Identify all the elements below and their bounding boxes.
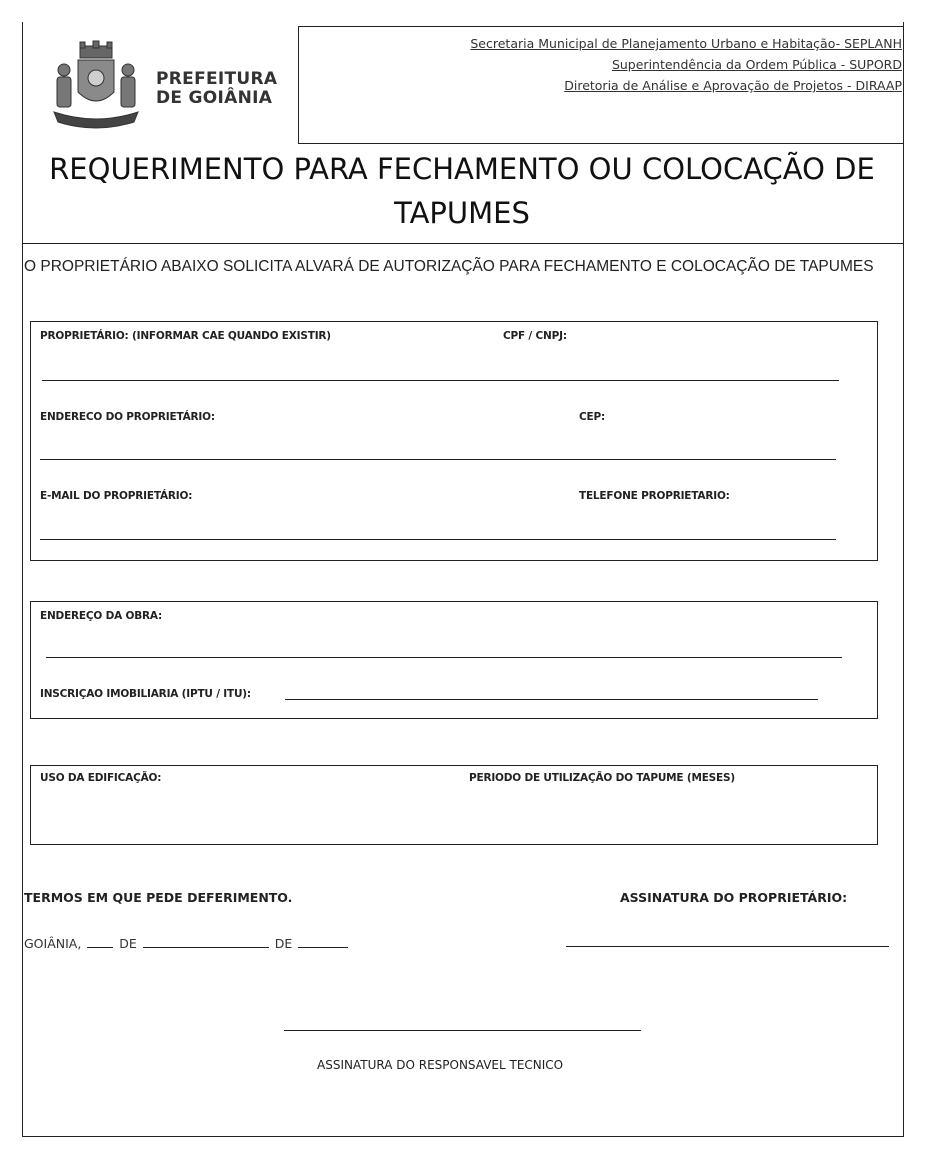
work-address-field[interactable] [46,657,842,658]
period-label: PERIODO DE UTILIZAÇÃO DO TAPUME (MESES) [469,772,735,784]
logo-text [156,70,277,108]
date-city: GOIÂNIA, [24,936,82,951]
header-secretariat: Secretaria Municipal de Planejamento Urbano e Habitação- SEPLANH [470,36,902,51]
owner-address-field[interactable] [40,459,836,460]
use-label: USO DA EDIFICAÇÃO: [40,772,162,784]
logo-text-line2: DE GOIÂNIA [156,88,273,108]
owner-address-label: ENDERECO DO PROPRIETÁRIO: [40,411,215,423]
tech-signature-field[interactable] [284,1030,641,1031]
header-top-rule [298,26,904,27]
registry-label: INSCRIÇAO IMOBILIARIA (IPTU / ITU): [40,688,251,700]
coat-of-arms-icon [42,40,150,135]
work-address-label: ENDEREÇO DA OBRA: [40,610,163,622]
owner-phone-label: TELEFONE PROPRIETARIO: [579,490,730,502]
owner-signature-label: ASSINATURA DO PROPRIETÁRIO: [620,890,848,905]
date-de1: DE [119,936,137,951]
city-coat-of-arms-logo [42,40,150,135]
intro-text: O PROPRIETÁRIO ABAIXO SOLICITA ALVARÁ DE AUTORIZAÇÃO PARA FECHAMENTO E COLOCAÇÃO DE TAPUMES [24,258,874,275]
date-day-field[interactable] [87,935,113,948]
date-line [24,935,350,951]
title-bottom-rule [22,243,904,244]
owner-email-label: E-MAIL DO PROPRIETÁRIO: [40,490,193,502]
owner-signature-field[interactable] [566,946,889,947]
registry-field[interactable] [285,699,818,700]
owner-field[interactable] [42,380,839,381]
owner-label: PROPRIETÁRIO: (INFORMAR CAE QUANDO EXISTIR) [40,330,331,342]
header-directorate: Diretoria de Análise e Aprovação de Projetos - DIRAAP [564,78,902,93]
terms-text: TERMOS EM QUE PEDE DEFERIMENTO. [24,890,293,905]
date-month-field[interactable] [143,935,269,948]
owner-email-field[interactable] [40,539,836,540]
date-de2: DE [274,936,293,951]
page-title-line1: REQUERIMENTO PARA FECHAMENTO OU COLOCAÇÃO DE [49,152,875,186]
date-year-field[interactable] [298,935,348,948]
tech-signature-label: ASSINATURA DO RESPONSAVEL TECNICO [317,1058,564,1072]
owner-section [30,321,878,561]
header-divider [298,26,299,144]
header-superintendence: Superintendência da Ordem Pública - SUPORD [611,57,902,72]
frame-left [22,22,23,1137]
logo-text-line1: PREFEITURA [156,69,278,89]
header-bottom-rule [298,143,904,144]
page-title-line2: TAPUMES [394,196,530,230]
frame-bottom [22,1136,904,1137]
frame-right [903,22,904,1137]
cpf-label: CPF / CNPJ: [503,330,567,342]
cep-label: CEP: [579,411,605,423]
